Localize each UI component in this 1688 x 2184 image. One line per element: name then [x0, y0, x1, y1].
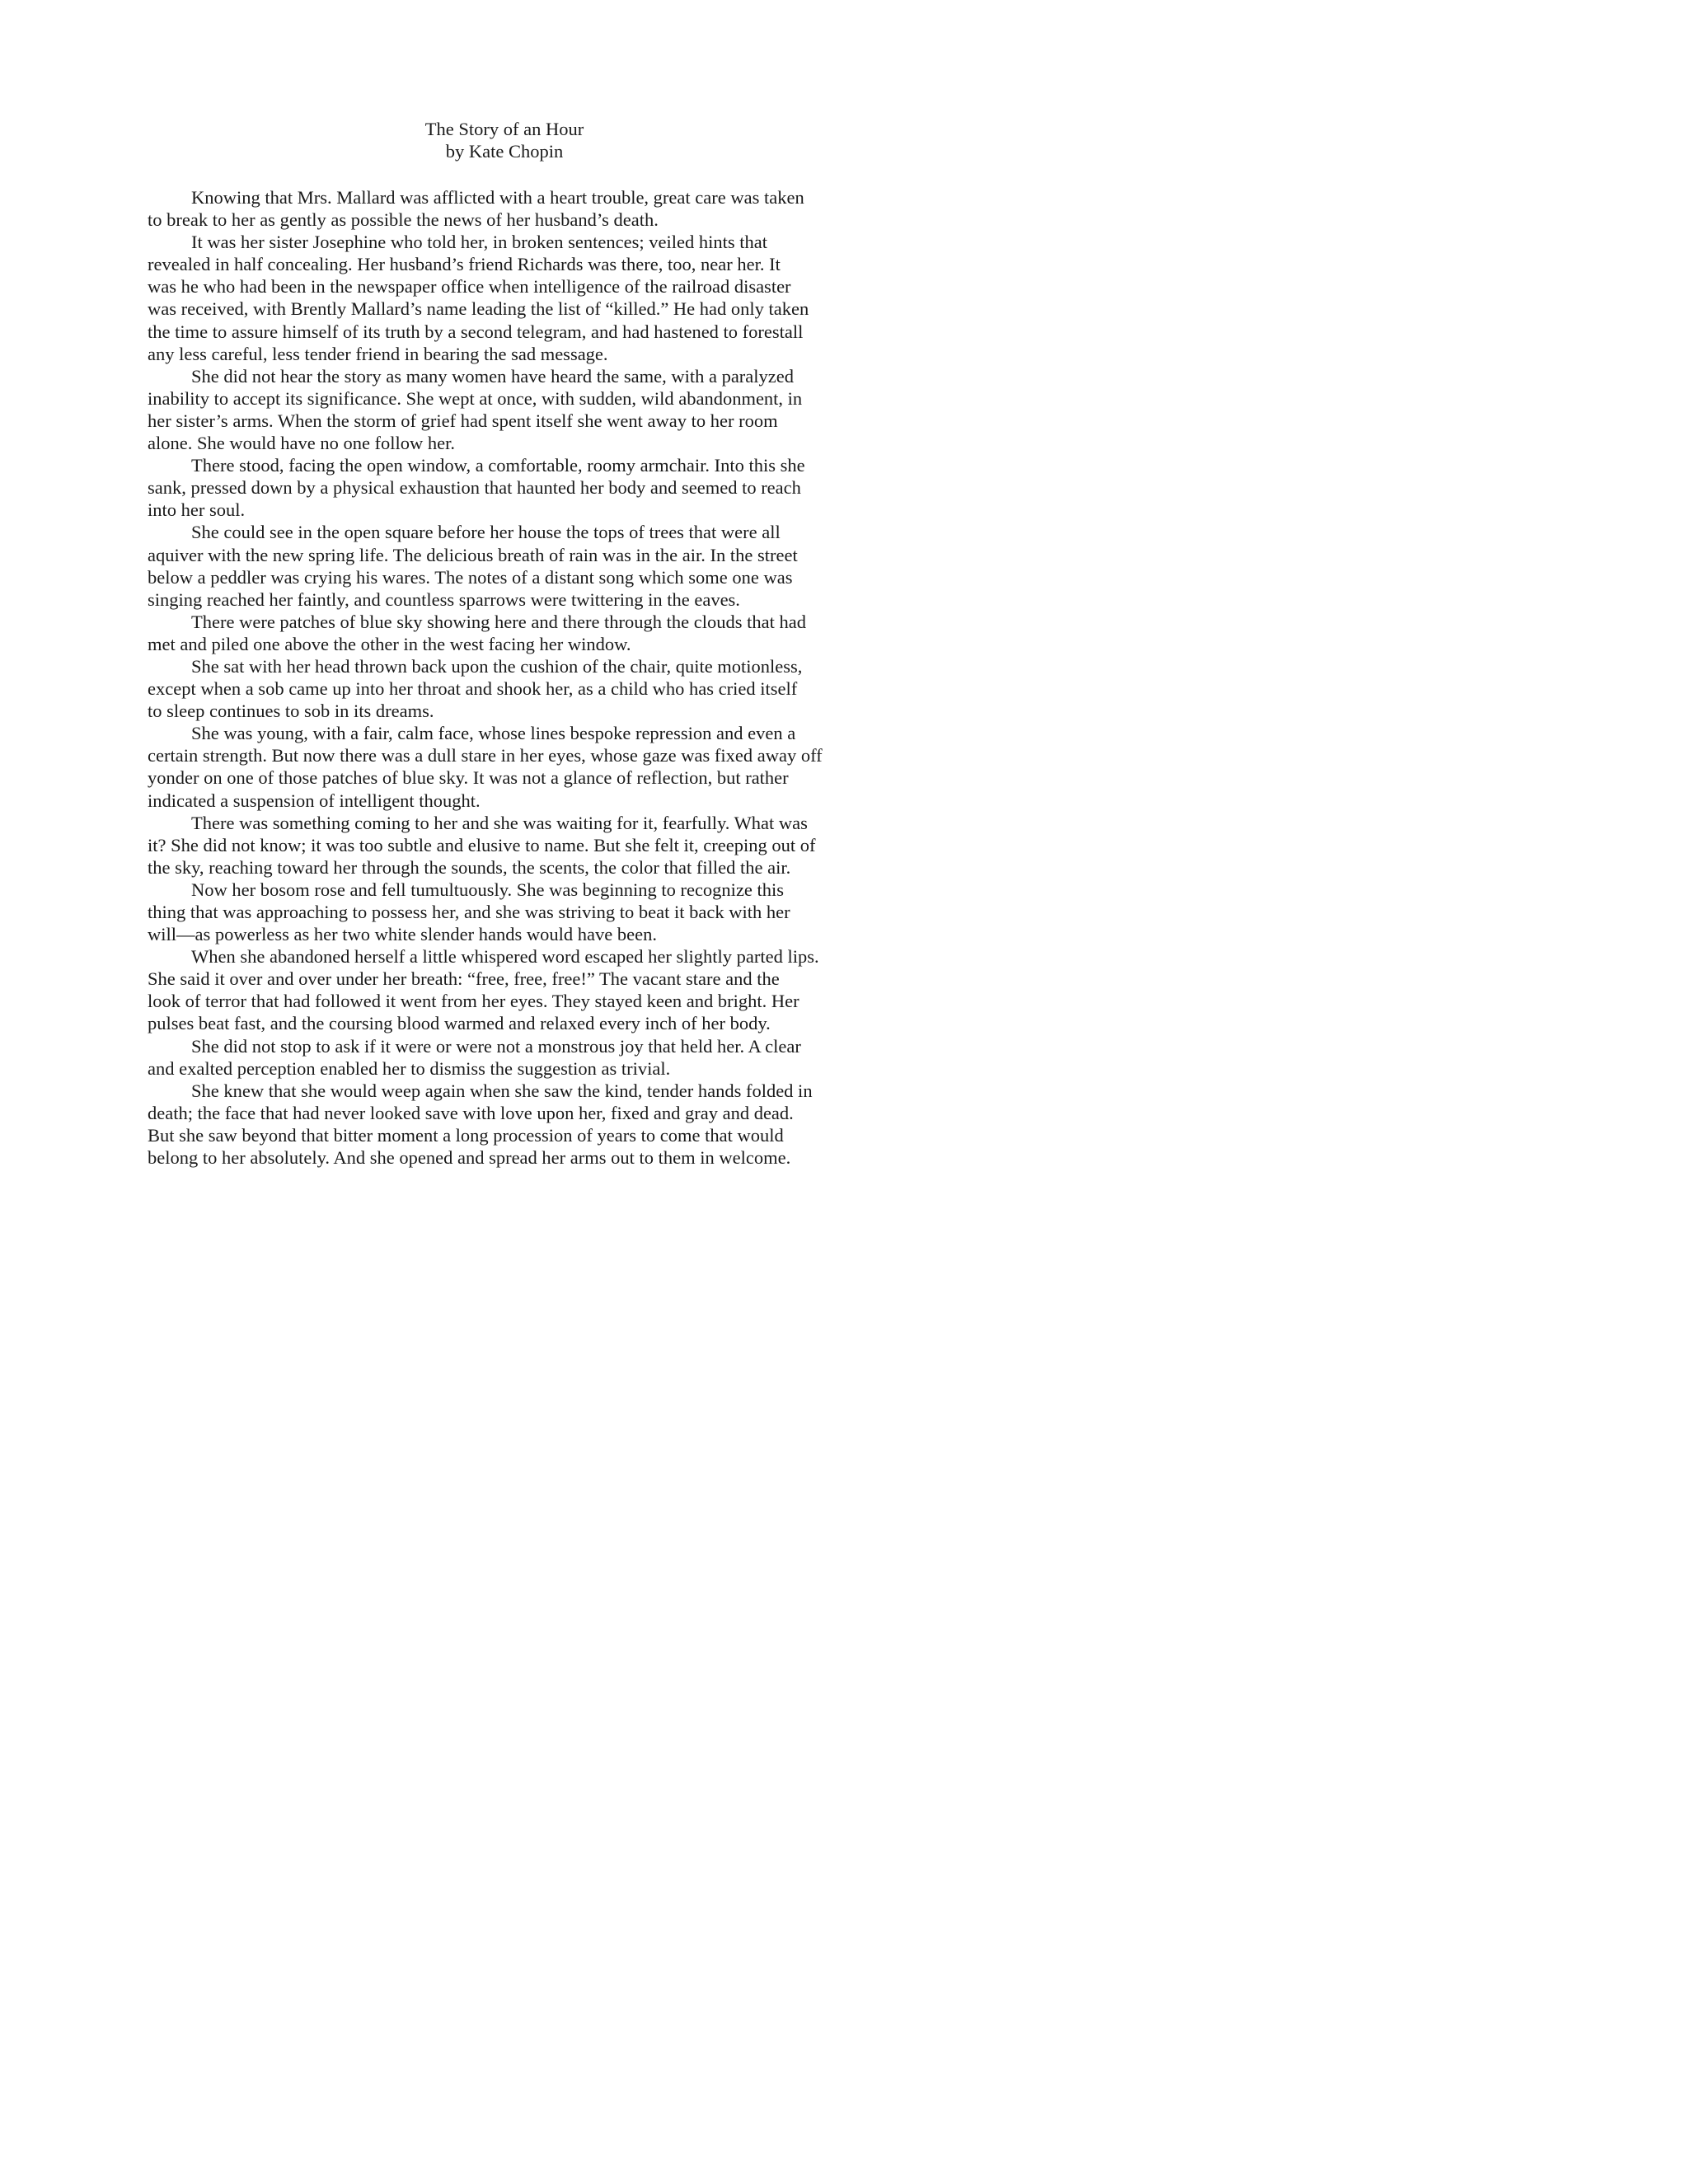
paragraph: [148, 722, 858, 811]
paragraph: [148, 611, 858, 655]
text-line: Knowing that Mrs. Mallard was afflicted with a heart trouble, great care was taken: [191, 187, 804, 208]
text-line: sank, pressed down by a physical exhaustion that haunted her body and seemed to reach: [148, 477, 801, 499]
text-line: She sat with her head thrown back upon the cushion of the chair, quite motionless,: [191, 655, 803, 677]
document-page: [0, 0, 1009, 1305]
text-line: any less careful, less tender friend in bearing the sad message.: [148, 343, 608, 364]
text-line: Now her bosom rose and fell tumultuously. She was beginning to recognize this: [191, 879, 785, 900]
text-line: She knew that she would weep again when she saw the kind, tender hands folded in: [191, 1080, 813, 1101]
text-line: There were patches of blue sky showing here and there through the clouds that had: [191, 611, 807, 632]
text-line: belong to her absolutely. And she opened and spread her arms out to them in welcome.: [148, 1147, 791, 1169]
text-line: except when a sob came up into her throat and shook her, as a child who has cried itself: [148, 678, 798, 700]
text-line: to sleep continues to sob in its dreams.: [148, 701, 434, 722]
text-line: She did not stop to ask if it were or were not a monstrous joy that held her. A clear: [191, 1035, 801, 1057]
text-line: When she abandoned herself a little whispered word escaped her slightly parted lips.: [191, 946, 819, 968]
paragraph: [148, 231, 858, 365]
text-line: indicated a suspension of intelligent thought.: [148, 790, 481, 811]
paragraph: [148, 1035, 858, 1080]
paragraph: [148, 655, 858, 722]
text-line: But she saw beyond that bitter moment a long procession of years to come that would: [148, 1124, 784, 1146]
text-line: There stood, facing the open window, a comfortable, roomy armchair. Into this she: [191, 455, 805, 476]
text-line: met and piled one above the other in the west facing her window.: [148, 633, 631, 654]
text-line: certain strength. But now there was a dull stare in her eyes, whose gaze was fixed away off: [148, 745, 823, 766]
paragraph: [148, 186, 858, 231]
text-line: thing that was approaching to possess her, and she was striving to beat it back with her: [148, 902, 790, 922]
paragraph: [148, 812, 858, 879]
text-line: singing reached her faintly, and countless sparrows were twittering in the eaves.: [148, 588, 740, 610]
document-header: [0, 118, 1009, 162]
paragraph: [148, 879, 858, 945]
text-line: and exalted perception enabled her to dismiss the suggestion as trivial.: [148, 1057, 671, 1079]
text-line: She was young, with a fair, calm face, whose lines bespoke repression and even a: [191, 723, 796, 744]
text-line: She said it over and over under her breath: “free, free, free!” The vacant stare and the: [148, 968, 780, 990]
text-line: the time to assure himself of its truth by a second telegram, and had hastened to forestall: [148, 321, 804, 342]
text-line: yonder on one of those patches of blue sky. It was not a glance of reflection, but rather: [148, 767, 789, 789]
text-line: It was her sister Josephine who told her, in broken sentences; veiled hints that: [191, 232, 767, 253]
paragraph: [148, 945, 858, 1034]
text-line: look of terror that had followed it went from her eyes. They stayed keen and bright. Her: [148, 991, 799, 1012]
text-line: alone. She would have no one follow her.: [148, 433, 456, 454]
text-line: into her soul.: [148, 499, 246, 521]
story-title: The Story of an Hour: [424, 119, 584, 139]
text-line: aquiver with the new spring life. The delicious breath of rain was in the air. In the street: [148, 544, 798, 565]
author-byline: by Kate Chopin: [445, 141, 564, 162]
paragraph: [148, 1080, 858, 1169]
text-line: below a peddler was crying his wares. The notes of a distant song which some one was: [148, 566, 793, 588]
text-line: There was something coming to her and she was waiting for it, fearfully. What was: [191, 812, 808, 833]
text-line: will—as powerless as her two white slender hands would have been.: [148, 924, 657, 945]
paragraph: [148, 365, 858, 454]
paragraph: [148, 521, 858, 610]
paragraph: [148, 454, 858, 521]
text-line: revealed in half concealing. Her husband’s friend Richards was there, too, near her. It: [148, 254, 781, 275]
text-line: it? She did not know; it was too subtle and elusive to name. But she felt it, creeping out of: [148, 834, 816, 855]
story-body: [148, 186, 858, 1169]
text-line: She could see in the open square before her house the tops of trees that were all: [191, 522, 781, 543]
text-line: pulses beat fast, and the coursing blood warmed and relaxed every inch of her body.: [148, 1013, 771, 1034]
text-line: inability to accept its significance. She wept at once, with sudden, wild abandonment, in: [148, 387, 803, 409]
text-line: to break to her as gently as possible the news of her husband’s death.: [148, 209, 659, 231]
text-line: was received, with Brently Mallard’s name leading the list of “killed.” He had only taken: [148, 298, 809, 320]
text-line: her sister’s arms. When the storm of grief had spent itself she went away to her room: [148, 410, 778, 431]
text-line: the sky, reaching toward her through the sounds, the scents, the color that filled the air.: [148, 856, 791, 878]
text-line: She did not hear the story as many women have heard the same, with a paralyzed: [191, 365, 795, 387]
text-line: death; the face that had never looked save with love upon her, fixed and gray and dead.: [148, 1102, 794, 1123]
text-line: was he who had been in the newspaper office when intelligence of the railroad disaster: [148, 276, 791, 298]
